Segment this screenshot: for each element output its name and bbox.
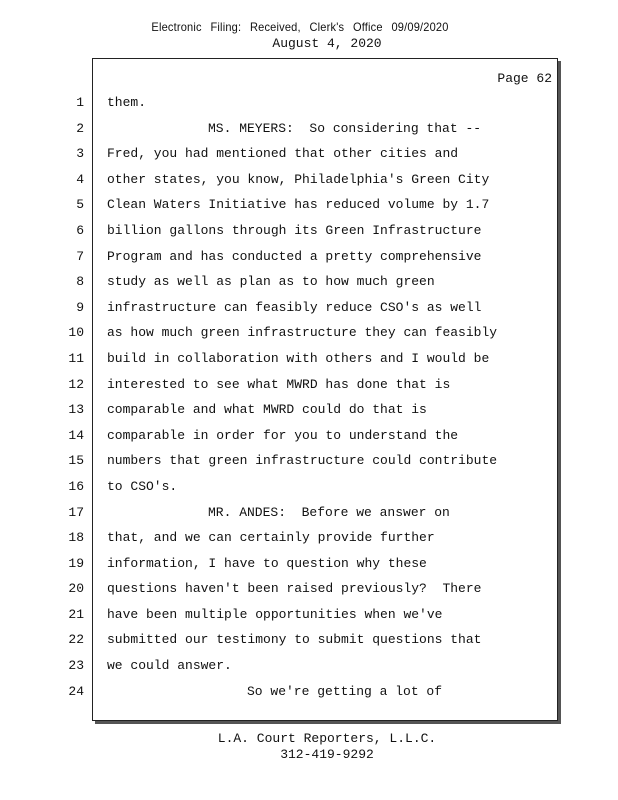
- line-number: 5: [76, 197, 84, 213]
- transcript-line: as how much green infrastructure they can feasibly: [107, 325, 498, 341]
- line-number: 2: [76, 120, 84, 136]
- line-number: 1: [76, 95, 84, 110]
- transcript-line: Fred, you had mentioned that other cities and: [107, 146, 459, 162]
- transcript-line: submitted our testimony to submit questions that: [107, 632, 482, 648]
- page-number: Page 62: [497, 71, 552, 86]
- transcript-line: Clean Waters Initiative has reduced volume by 1.7: [107, 197, 490, 213]
- line-number: 24: [68, 683, 84, 699]
- reporter-footer: [0, 731, 618, 763]
- line-number: 6: [76, 222, 84, 238]
- line-number: 10: [68, 325, 84, 341]
- transcript-line: So we're getting a lot of: [247, 683, 443, 699]
- transcript-line: Program and has conducted a pretty comprehensive: [107, 248, 482, 264]
- transcript-line: study as well as plan as to how much green: [107, 274, 435, 290]
- line-number-column: [60, 92, 84, 706]
- line-number: 19: [68, 555, 84, 571]
- transcript-line-speaker: MS. MEYERS: So considering that --: [208, 120, 482, 136]
- transcript-line: that, and we can certainly provide further: [107, 530, 435, 546]
- transcript-line: have been multiple opportunities when we've: [107, 606, 443, 622]
- line-number: 23: [68, 658, 84, 674]
- transcript-line: comparable in order for you to understand the: [107, 427, 459, 443]
- transcript-line-speaker: MR. ANDES: Before we answer on: [208, 504, 450, 520]
- filing-stamp: Electronic Filing: Received, Clerk's Office 09/09/2020: [151, 20, 449, 34]
- transcript-line: billion gallons through its Green Infrastructure: [107, 222, 482, 238]
- transcript-date: August 4, 2020: [272, 36, 382, 51]
- line-number: 12: [68, 376, 84, 392]
- line-number: 17: [68, 504, 84, 520]
- line-number: 20: [68, 581, 84, 597]
- line-number: 4: [76, 171, 84, 187]
- line-number: 8: [76, 274, 84, 290]
- reporter-phone: 312-419-9292: [280, 747, 374, 762]
- line-number: 7: [76, 248, 84, 264]
- transcript-line: infrastructure can feasibly reduce CSO's as well: [107, 299, 482, 315]
- transcript-line: questions haven't been raised previously? There: [107, 581, 482, 597]
- line-number: 3: [76, 146, 84, 162]
- line-number: 21: [68, 606, 84, 622]
- line-number: 22: [68, 632, 84, 648]
- line-number: 9: [76, 299, 84, 315]
- transcript-line: interested to see what MWRD has done that is: [107, 376, 451, 392]
- transcript-line: numbers that green infrastructure could contribute: [107, 453, 498, 469]
- transcript-line: them.: [107, 95, 147, 110]
- reporter-company: L.A. Court Reporters, L.L.C.: [217, 731, 437, 746]
- line-number: 18: [68, 530, 84, 546]
- transcript-line: to CSO's.: [107, 478, 178, 494]
- line-number: 11: [68, 350, 84, 366]
- transcript-line: information, I have to question why these: [107, 555, 427, 571]
- line-number: 16: [68, 478, 84, 494]
- transcript-line: other states, you know, Philadelphia's Green City: [107, 171, 490, 187]
- line-number: 14: [68, 427, 84, 443]
- transcript-line: we could answer.: [107, 658, 232, 674]
- line-number: 13: [68, 402, 84, 418]
- line-number: 15: [68, 453, 84, 469]
- transcript-line: comparable and what MWRD could do that is: [107, 402, 427, 418]
- transcript-line: build in collaboration with others and I would be: [107, 350, 490, 366]
- transcript-body: [107, 92, 547, 706]
